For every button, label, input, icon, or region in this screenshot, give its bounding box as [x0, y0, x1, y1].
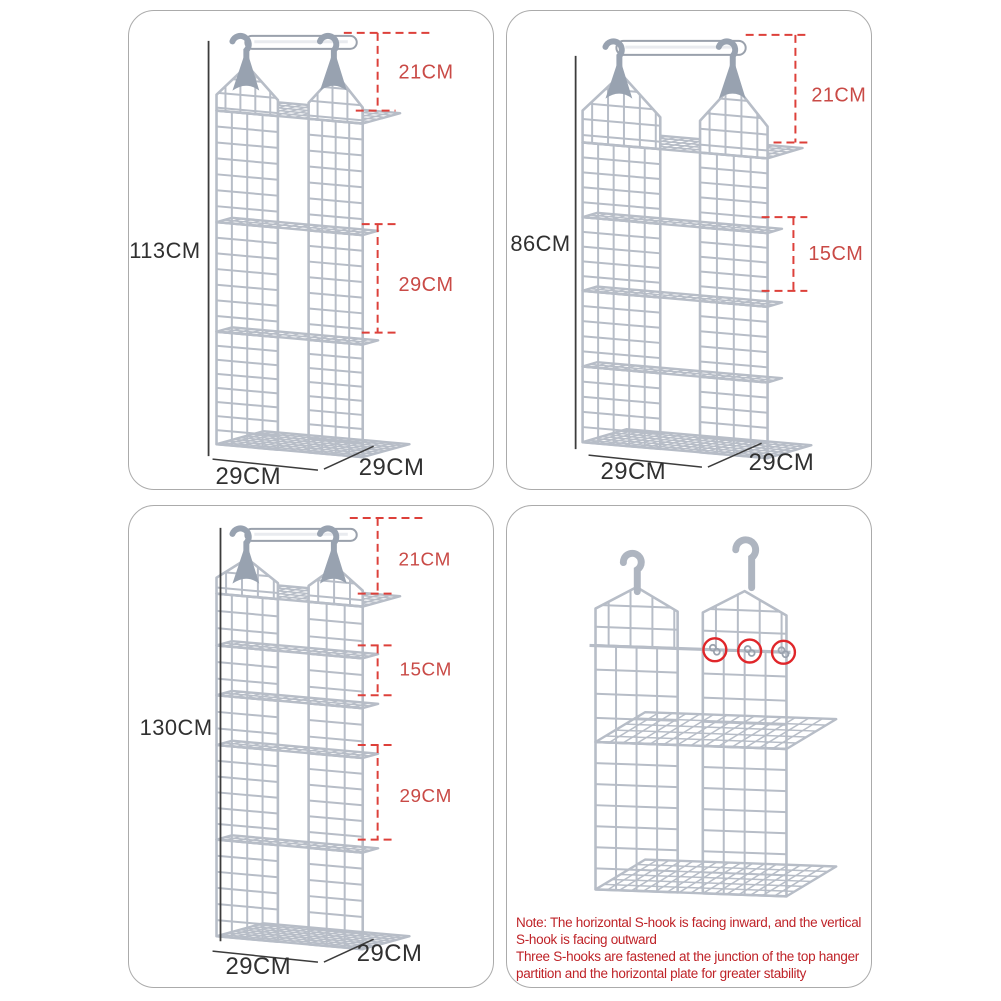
dimension-annotations	[510, 35, 866, 485]
section-dimension-label: 15CM	[808, 242, 864, 265]
wire-grid-line	[583, 261, 661, 268]
panel-organizer-86cm	[506, 10, 872, 490]
width-label: 29CM	[600, 458, 667, 486]
wire-grid-line	[583, 412, 661, 419]
organizer-drawing	[590, 540, 837, 897]
wire-grid-line	[224, 643, 370, 656]
section-dimension-label: 15CM	[399, 659, 452, 681]
note-line-4: partition and the horizontal plate for greater stability	[516, 966, 807, 981]
wire-grid-line	[583, 351, 661, 358]
wire-grid-line	[309, 832, 363, 837]
wire-grid-line	[583, 232, 661, 239]
wire-wall-outline	[583, 217, 661, 297]
wire-grid-line	[583, 276, 661, 283]
wire-grid-line	[309, 864, 363, 869]
wire-wall-outline	[583, 142, 661, 223]
wire-grid-line	[583, 382, 661, 389]
wire-grid-line	[224, 693, 370, 706]
wire-grid-line	[309, 785, 363, 790]
wire-grid-line	[583, 157, 661, 164]
note-text	[516, 914, 868, 982]
width-label: 29CM	[225, 953, 292, 981]
note-line-1: Note: The horizontal S-hook is facing inward, and the vertical	[516, 915, 862, 930]
wire-grid-line	[224, 837, 370, 850]
section-dimension-label: 21CM	[811, 84, 867, 107]
section-dimension-label: 29CM	[399, 785, 452, 807]
wire-grid-line	[583, 336, 661, 343]
width-label: 29CM	[215, 463, 282, 489]
wire-grid-line	[309, 912, 363, 917]
panel-hook-detail	[506, 505, 872, 988]
wire-grid-line	[590, 215, 775, 231]
depth-label: 29CM	[748, 449, 815, 477]
wire-wall-outline	[583, 291, 661, 373]
wire-grid-line	[583, 397, 661, 404]
wire-grid-line	[583, 321, 661, 328]
wire-grid-line	[309, 737, 363, 742]
panel-organizer-113cm	[128, 10, 494, 490]
organizer-113cm-diagram	[129, 11, 493, 489]
height-label: 86CM	[510, 230, 571, 256]
wire-grid-line	[309, 636, 363, 641]
wire-grid-line	[309, 619, 363, 624]
organizer-130cm-diagram	[129, 506, 493, 987]
wire-grid-line	[590, 364, 775, 380]
height-label: 113CM	[129, 237, 201, 263]
wire-grid-line	[224, 743, 370, 756]
organizer-drawing	[213, 36, 410, 457]
wire-grid-line	[309, 800, 363, 805]
section-dimension-label: 21CM	[398, 549, 451, 571]
s-hook-icon	[736, 540, 756, 588]
depth-label: 29CM	[356, 940, 423, 968]
wire-grid-line	[309, 720, 363, 725]
organizer-86cm-diagram	[507, 11, 871, 489]
organizer-drawing	[579, 41, 812, 458]
note-line-2: S-hook is facing outward	[516, 932, 657, 947]
wire-grid-line	[583, 247, 661, 254]
panel-organizer-130cm	[128, 505, 494, 988]
wire-grid-line	[583, 202, 661, 209]
organizer-drawing	[213, 528, 410, 949]
hook-icon	[605, 41, 621, 72]
wire-grid-line	[309, 670, 363, 675]
wire-grid-line	[309, 880, 363, 885]
dimension-annotations	[129, 33, 453, 489]
hook-icon	[232, 36, 248, 65]
note-line-3: Three S-hooks are fastened at the junction of the top hanger	[516, 949, 859, 964]
depth-label: 29CM	[358, 454, 425, 482]
wire-grid-line	[583, 306, 661, 313]
wire-grid-line	[309, 769, 363, 774]
section-dimension-label: 29CM	[398, 273, 454, 296]
wire-grid-line	[309, 896, 363, 901]
s-hook-icon	[623, 553, 641, 591]
wire-grid-line	[309, 816, 363, 821]
height-label: 130CM	[139, 715, 213, 741]
section-dimension-label: 21CM	[398, 61, 454, 84]
hook-icon	[232, 528, 248, 557]
wire-grid-line	[583, 187, 661, 194]
wire-grid-line	[309, 687, 363, 692]
wire-grid-line	[583, 172, 661, 179]
